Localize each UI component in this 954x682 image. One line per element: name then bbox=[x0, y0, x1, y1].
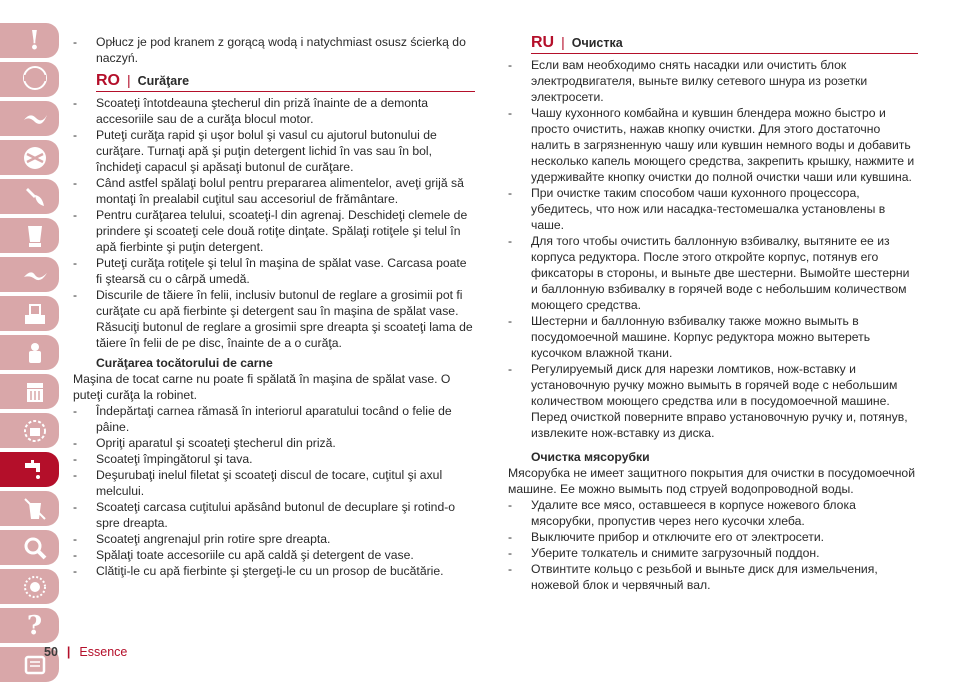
tab-blender-jug[interactable] bbox=[0, 218, 59, 253]
section-header-ro bbox=[96, 72, 475, 92]
guarantee-seal-icon bbox=[22, 574, 48, 600]
page-number: 50 bbox=[44, 645, 58, 659]
list-item: - Puteţi curăţa rapid şi uşor bolul şi vasul cu ajutorul butonului de curăţare. Turnaţi apă şi puţin detergent lichid în vas sau în bol, închideţi capacul şi apăsaţi butonul de curăţare. bbox=[73, 127, 475, 175]
tab-guarantee[interactable] bbox=[0, 569, 59, 604]
list-item: - Scoateţi carcasa cuţitului apăsând butonul de decuplare şi rotind-o spre dreapta. bbox=[73, 499, 475, 531]
tab-blade-disc[interactable] bbox=[0, 140, 59, 175]
tap-cleaning-icon bbox=[22, 457, 48, 483]
tab-juicer[interactable] bbox=[0, 374, 59, 409]
list-item: - Чашу кухонного комбайна и кувшин блендера можно быстро и просто очистить, нажав кнопку очистки. Для этого достаточно налить в загрязненную чашу или кувшин немного воды и добавить несколько капель моющего средства, закрепить крышку, нажмите и удерживайте кнопку очистки до полной очистки чаши или кувшина. bbox=[508, 105, 918, 185]
tab-whisk-blade[interactable] bbox=[0, 101, 59, 136]
list-item: - Discurile de tăiere în felii, inclusiv butonul de reglare a grosimii pot fi curăţate cu apă fierbinte şi detergent sau în maşina de spălat vase. Răsuciţi butonul de reglare a grosimii spre dreapta şi scoateţi lama de tăiere în felii de pe disc, înainte de a o curăţa. bbox=[73, 287, 475, 351]
list-item: - Spălaţi toate accesoriile cu apă caldă şi detergent de vase. bbox=[73, 547, 475, 563]
subsection-paragraph: Maşina de tocat carne nu poate fi spălată în maşina de spălat vase. O puteţi curăţa la robinet. bbox=[73, 372, 451, 402]
left-column bbox=[73, 34, 475, 579]
right-column bbox=[508, 34, 918, 593]
brand-name: Essence bbox=[79, 645, 128, 659]
warning-icon: ! bbox=[28, 25, 41, 56]
list-item: - Puteţi curăţa rotiţele şi telul în maşina de spălat vase. Carcasa poate fi ştearsă cu o cârpă umedă. bbox=[73, 255, 475, 287]
list-item: - Scoateţi împingătorul şi tava. bbox=[73, 451, 475, 467]
polish-continuation-list bbox=[73, 34, 475, 66]
ro-grinder-list bbox=[73, 403, 475, 579]
language-code: RO bbox=[96, 72, 120, 89]
recycle-bin-icon bbox=[22, 496, 48, 522]
tab-warning[interactable] bbox=[0, 23, 59, 58]
list-item: - Îndepărtaţi carnea rămasă în interiorul aparatului tocând o felie de pâine. bbox=[73, 403, 475, 435]
list-item: - Deşurubaţi inelul filetat şi scoateţi discul de tocare, cuţitul şi axul melcului. bbox=[73, 467, 475, 499]
list-item: - Pentru curăţarea telului, scoateţi-l din agrenaj. Deschideţi clemele de prindere şi scoateţi cele două rotiţe dinţate. Spălaţi rotiţele şi telul în apă fierbinte şi puţin detergent. bbox=[73, 207, 475, 255]
footer-separator: | bbox=[66, 645, 71, 659]
list-item: - Când astfel spălaţi bolul pentru prepararea alimentelor, aveţi grijă să montaţi în prealabil cuţitul sau accesoriul de frământare. bbox=[73, 175, 475, 207]
section-title: Очистка bbox=[571, 36, 623, 50]
tab-recycle[interactable] bbox=[0, 491, 59, 526]
help-icon: ? bbox=[26, 610, 43, 641]
whisk-blade-icon bbox=[22, 106, 48, 132]
ru-cleaning-list bbox=[508, 57, 918, 441]
blender-jug-icon bbox=[22, 223, 48, 249]
magnifier-icon bbox=[22, 535, 48, 561]
list-item: - Для того чтобы очистить баллонную взбивалку, вытяните ее из корпуса редуктора. После этого откройте корпус, потянув его фиксаторы в стороны, и выньте две шестерни. Вымойте шестерни и баллонную взбивалку в горячей воде с небольшим количеством моющего средства. bbox=[508, 233, 918, 313]
language-code: RU bbox=[531, 34, 555, 51]
ro-cleaning-list bbox=[73, 95, 475, 351]
page-footer bbox=[44, 645, 127, 659]
tab-food-processor[interactable] bbox=[0, 296, 59, 331]
section-title: Curăţare bbox=[137, 74, 190, 88]
list-item: - Отвинтите кольцо с резьбой и выньте диск для измельчения, ножевой блок и червячный вал. bbox=[508, 561, 918, 593]
tab-storage[interactable] bbox=[0, 413, 59, 448]
subsection-title: Curăţarea tocătorului de carne bbox=[96, 356, 273, 370]
shredder-blade-icon bbox=[22, 262, 48, 288]
separator: | bbox=[127, 72, 131, 88]
tab-meat-grinder[interactable] bbox=[0, 335, 59, 370]
whisk-icon bbox=[22, 184, 48, 210]
meat-grinder-icon bbox=[22, 340, 48, 366]
section-header-ru bbox=[531, 34, 918, 54]
list-item: - Выключите прибор и отключите его от электросети. bbox=[508, 529, 918, 545]
smart-logo-icon bbox=[22, 65, 48, 94]
tab-help[interactable] bbox=[0, 608, 59, 643]
juicer-icon bbox=[22, 379, 48, 405]
ru-grinder-list bbox=[508, 497, 918, 593]
tab-troubleshooting[interactable] bbox=[0, 530, 59, 565]
list-item: - Opłucz je pod kranem z gorącą wodą i natychmiast osusz ścierką do naczyń. bbox=[73, 34, 475, 66]
tab-whisk[interactable] bbox=[0, 179, 59, 214]
list-item: - Clătiţi-le cu apă fierbinte şi ştergeţi-le cu un prosop de bucătărie. bbox=[73, 563, 475, 579]
list-item: - Регулируемый диск для нарезки ломтиков, нож-вставку и установочную ручку можно вымыть в горячей воде с небольшим количеством моющего средства или в посудомоечной машине. Перед очисткой поверните вправо установочную ручку и, потянув, извлеките нож-вставку из диска. bbox=[508, 361, 918, 441]
list-item: - Opriţi aparatul şi scoateţi ştecherul din priză. bbox=[73, 435, 475, 451]
subsection-paragraph: Мясорубка не имеет защитного покрытия для очистки в посудомоечной машине. Ее можно вымыть под струей водопроводной воды. bbox=[508, 466, 916, 496]
list-item: - Удалите все мясо, оставшееся в корпусе ножевого блока мясорубки, пропустив через него кусочки хлеба. bbox=[508, 497, 918, 529]
list-item: - Шестерни и баллонную взбивалку также можно вымыть в посудомоечной машине. Корпус редуктора можно вытереть кусочком влажной ткани. bbox=[508, 313, 918, 361]
blade-disc-icon bbox=[22, 145, 48, 171]
storage-icon bbox=[22, 418, 48, 444]
list-item: - Scoateţi angrenajul prin rotire spre dreapta. bbox=[73, 531, 475, 547]
food-processor-icon bbox=[22, 301, 48, 327]
list-item: - При очистке таким способом чаши кухонного процессора, убедитесь, что нож или насадка-тестомешалка установлены в чаше. bbox=[508, 185, 918, 233]
tab-cleaning[interactable] bbox=[0, 452, 59, 487]
list-item: - Scoateţi întotdeauna ştecherul din priză înainte de a demonta accesoriile sau de a curăţa blocul motor. bbox=[73, 95, 475, 127]
subsection-title: Очистка мясорубки bbox=[531, 450, 650, 464]
tab-smart[interactable] bbox=[0, 62, 59, 97]
tab-shredder-blade[interactable] bbox=[0, 257, 59, 292]
list-item: - Если вам необходимо снять насадки или очистить блок электродвигателя, выньте вилку сетевого шнура из розетки электросети. bbox=[508, 57, 918, 105]
separator: | bbox=[561, 34, 565, 50]
list-item: - Уберите толкатель и снимите загрузочный поддон. bbox=[508, 545, 918, 561]
